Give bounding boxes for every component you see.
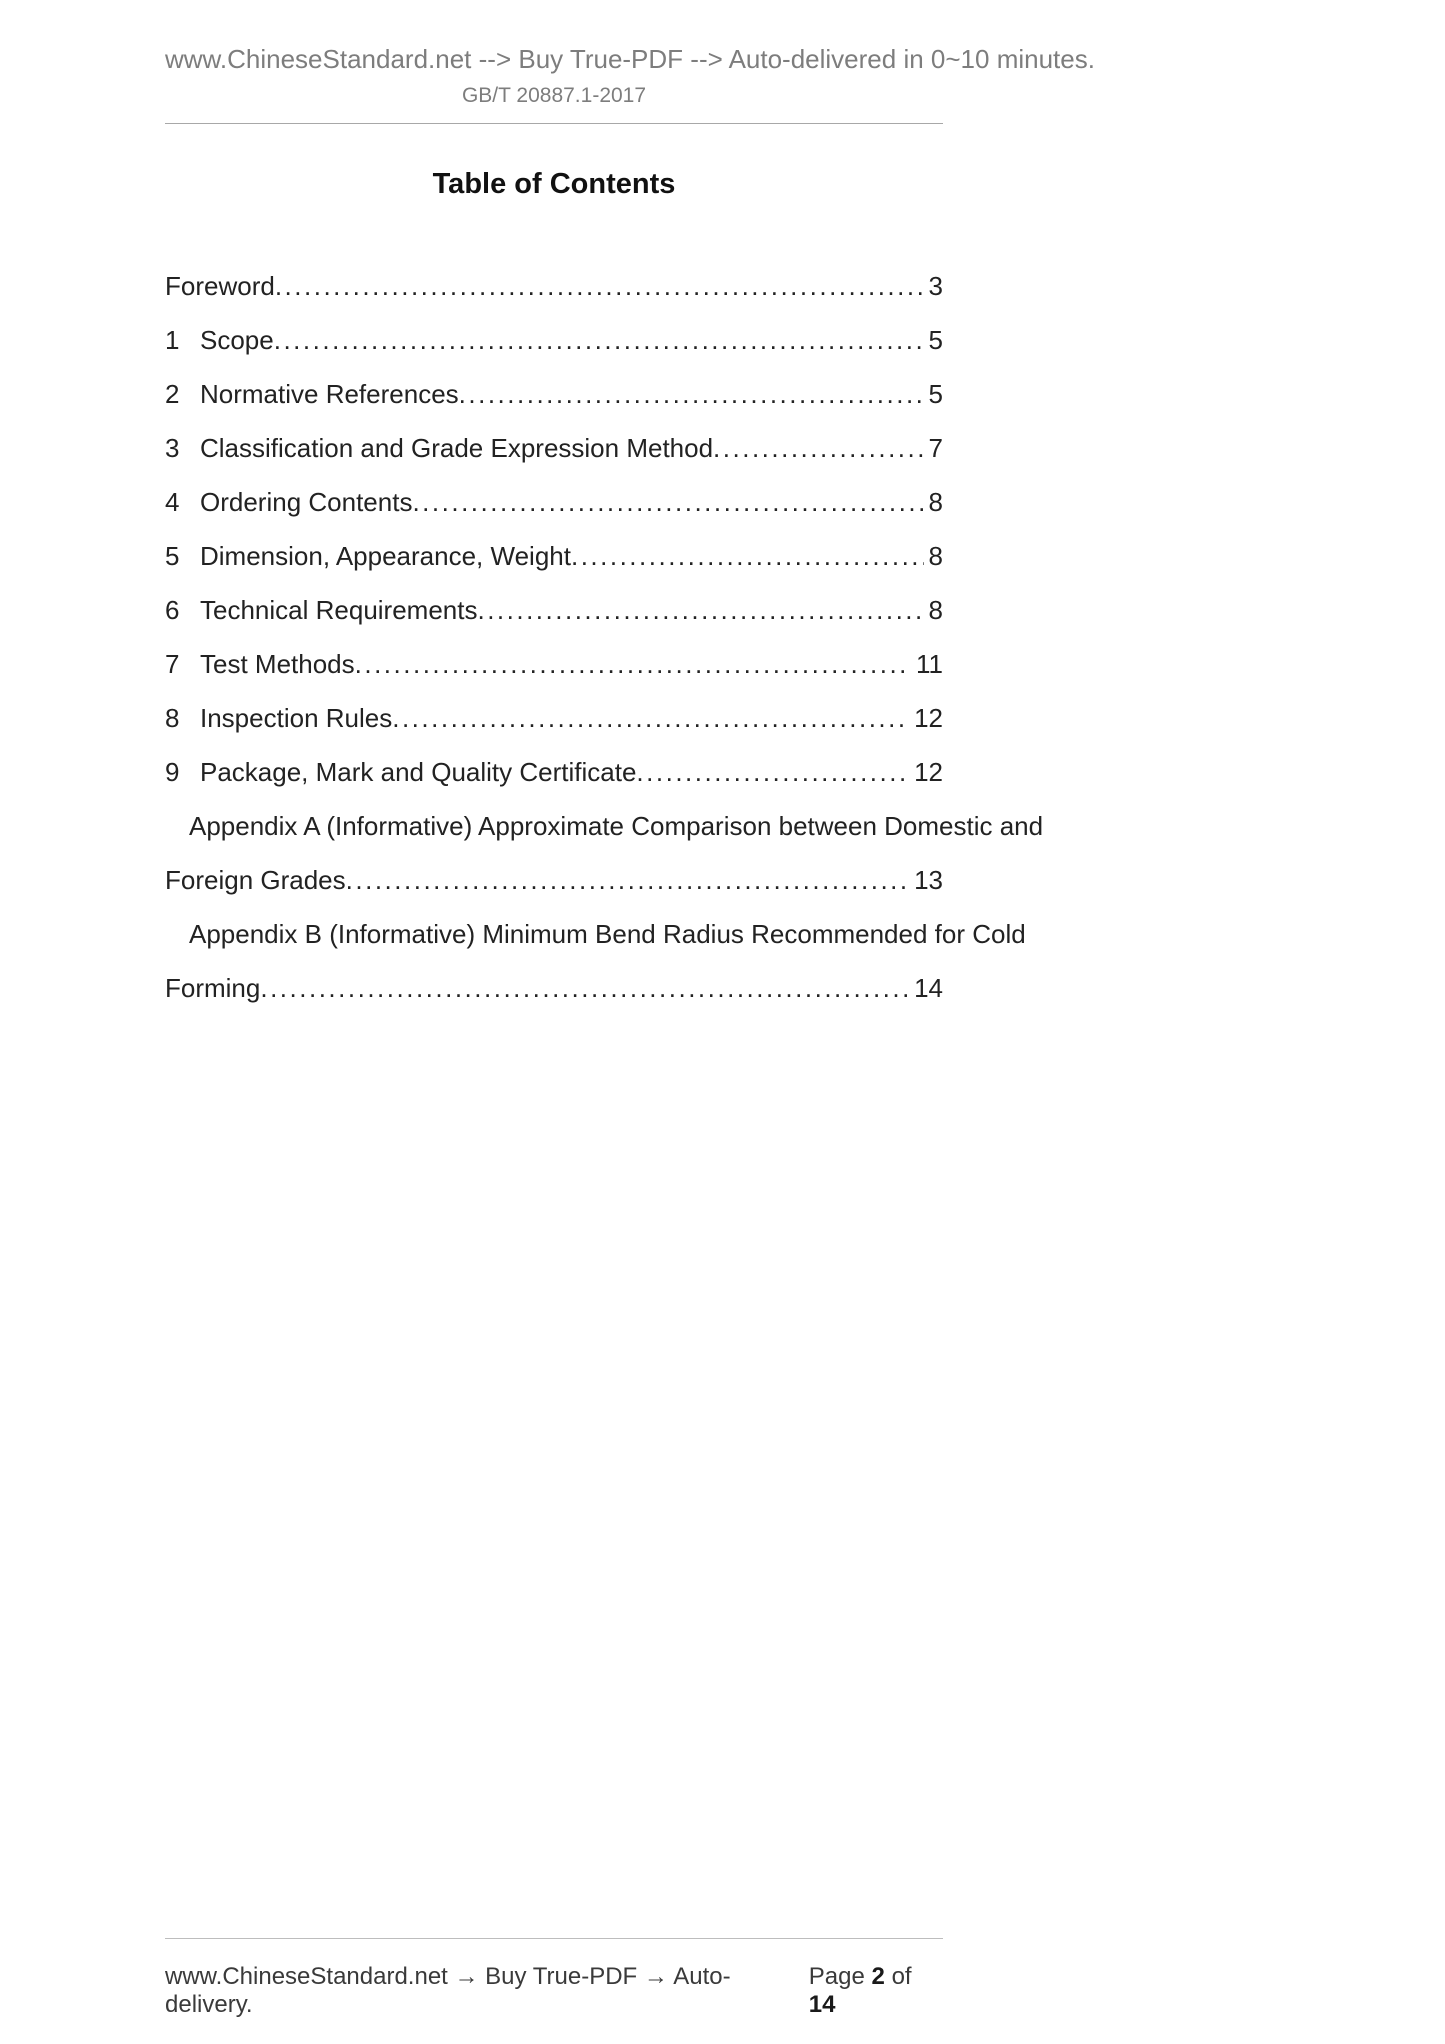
toc-entry (165, 691, 943, 745)
document-footer (165, 1938, 943, 2019)
toc-dot-leader (274, 313, 924, 367)
toc-entry (165, 259, 943, 313)
toc-entry-label: Foreign Grades (165, 865, 346, 895)
toc-entry-label: Classification and Grade Expression Method (200, 433, 714, 463)
toc-entry-page: 8 (928, 595, 943, 625)
toc-entry-number: 3 (165, 433, 180, 463)
toc-entry-number: 1 (165, 325, 180, 355)
toc-entry (165, 637, 943, 691)
toc-dot-leader (571, 529, 924, 583)
toc-entry-page: 11 (916, 649, 943, 679)
toc-dot-leader (260, 961, 909, 1015)
toc-entry-number: 9 (165, 757, 180, 787)
toc-entry-page: 13 (914, 865, 943, 895)
toc-entry-label: Test Methods (200, 649, 355, 679)
toc-dot-leader (477, 583, 923, 637)
footer-divider (165, 1938, 943, 1939)
toc-entry-page: 7 (928, 433, 943, 463)
toc-entry (165, 421, 943, 475)
footer-page-current: 2 (871, 1963, 885, 1990)
toc-appendix-line1: Appendix A (Informative) Approximate Comparison between Domestic and (189, 811, 1044, 841)
toc-appendix-line1: Appendix B (Informative) Minimum Bend Radius Recommended for Cold (189, 919, 1026, 949)
toc-dot-leader (392, 691, 909, 745)
toc-entry-page: 5 (928, 379, 943, 409)
toc-entry-page: 12 (914, 757, 943, 787)
toc-dot-leader (713, 421, 923, 475)
document-header (165, 0, 1095, 124)
footer-site-text: www.ChineseStandard.net → Buy True-PDF → Auto-delivery. (165, 1963, 731, 2018)
toc-entry-label: Dimension, Appearance, Weight (200, 541, 571, 571)
toc-entry-page: 8 (928, 541, 943, 571)
toc-entry-page: 8 (928, 487, 943, 517)
toc-entry-number: 7 (165, 649, 180, 679)
toc-entry-label: Inspection Rules (200, 703, 393, 733)
toc-entry-page: 14 (914, 973, 943, 1003)
header-site-line: www.ChineseStandard.net --> Buy True-PDF --> Auto-delivered in 0~10 minutes. (165, 44, 1095, 74)
toc-entry-label: Forming (165, 973, 261, 1003)
toc-entry-page: 3 (928, 271, 943, 301)
table-of-contents (165, 259, 1044, 1015)
toc-entry (165, 475, 943, 529)
toc-entry-number: 2 (165, 379, 180, 409)
toc-appendix-line2 (165, 853, 943, 907)
toc-entry-label: Package, Mark and Quality Certificate (200, 757, 637, 787)
toc-entry-label: Ordering Contents (200, 487, 413, 517)
toc-entry-label: Normative References (200, 379, 459, 409)
toc-appendix-entry (165, 799, 1044, 907)
toc-dot-leader (636, 745, 909, 799)
toc-entry-label: Technical Requirements (200, 595, 478, 625)
page-title: Table of Contents (432, 168, 676, 200)
toc-entry-number: 6 (165, 595, 180, 625)
toc-dot-leader (346, 853, 909, 907)
toc-entry-number: 4 (165, 487, 180, 517)
toc-entry (165, 745, 943, 799)
toc-entry (165, 529, 943, 583)
toc-dot-leader (412, 475, 923, 529)
toc-entry (165, 367, 943, 421)
footer-page-total: 14 (808, 1991, 836, 2018)
toc-entry (165, 313, 943, 367)
toc-entry-page: 5 (928, 325, 943, 355)
toc-dot-leader (355, 637, 911, 691)
footer-page-label: Page (808, 1963, 865, 1990)
footer-page-indicator (809, 1963, 943, 2019)
toc-entry-label: Foreword (165, 271, 275, 301)
header-divider (165, 123, 943, 124)
toc-entry-number: 8 (165, 703, 180, 733)
toc-entry-number: 5 (165, 541, 180, 571)
toc-entry-label: Scope (200, 325, 274, 355)
page-content (165, 0, 1095, 2044)
toc-appendix-entry (165, 907, 1026, 1015)
toc-entry-page: 12 (914, 703, 943, 733)
header-standard-number: GB/T 20887.1-2017 (461, 84, 647, 107)
toc-dot-leader (275, 259, 924, 313)
toc-dot-leader (459, 367, 924, 421)
footer-of-label: of (891, 1963, 912, 1990)
toc-entry (165, 583, 943, 637)
toc-appendix-line2 (165, 961, 943, 1015)
